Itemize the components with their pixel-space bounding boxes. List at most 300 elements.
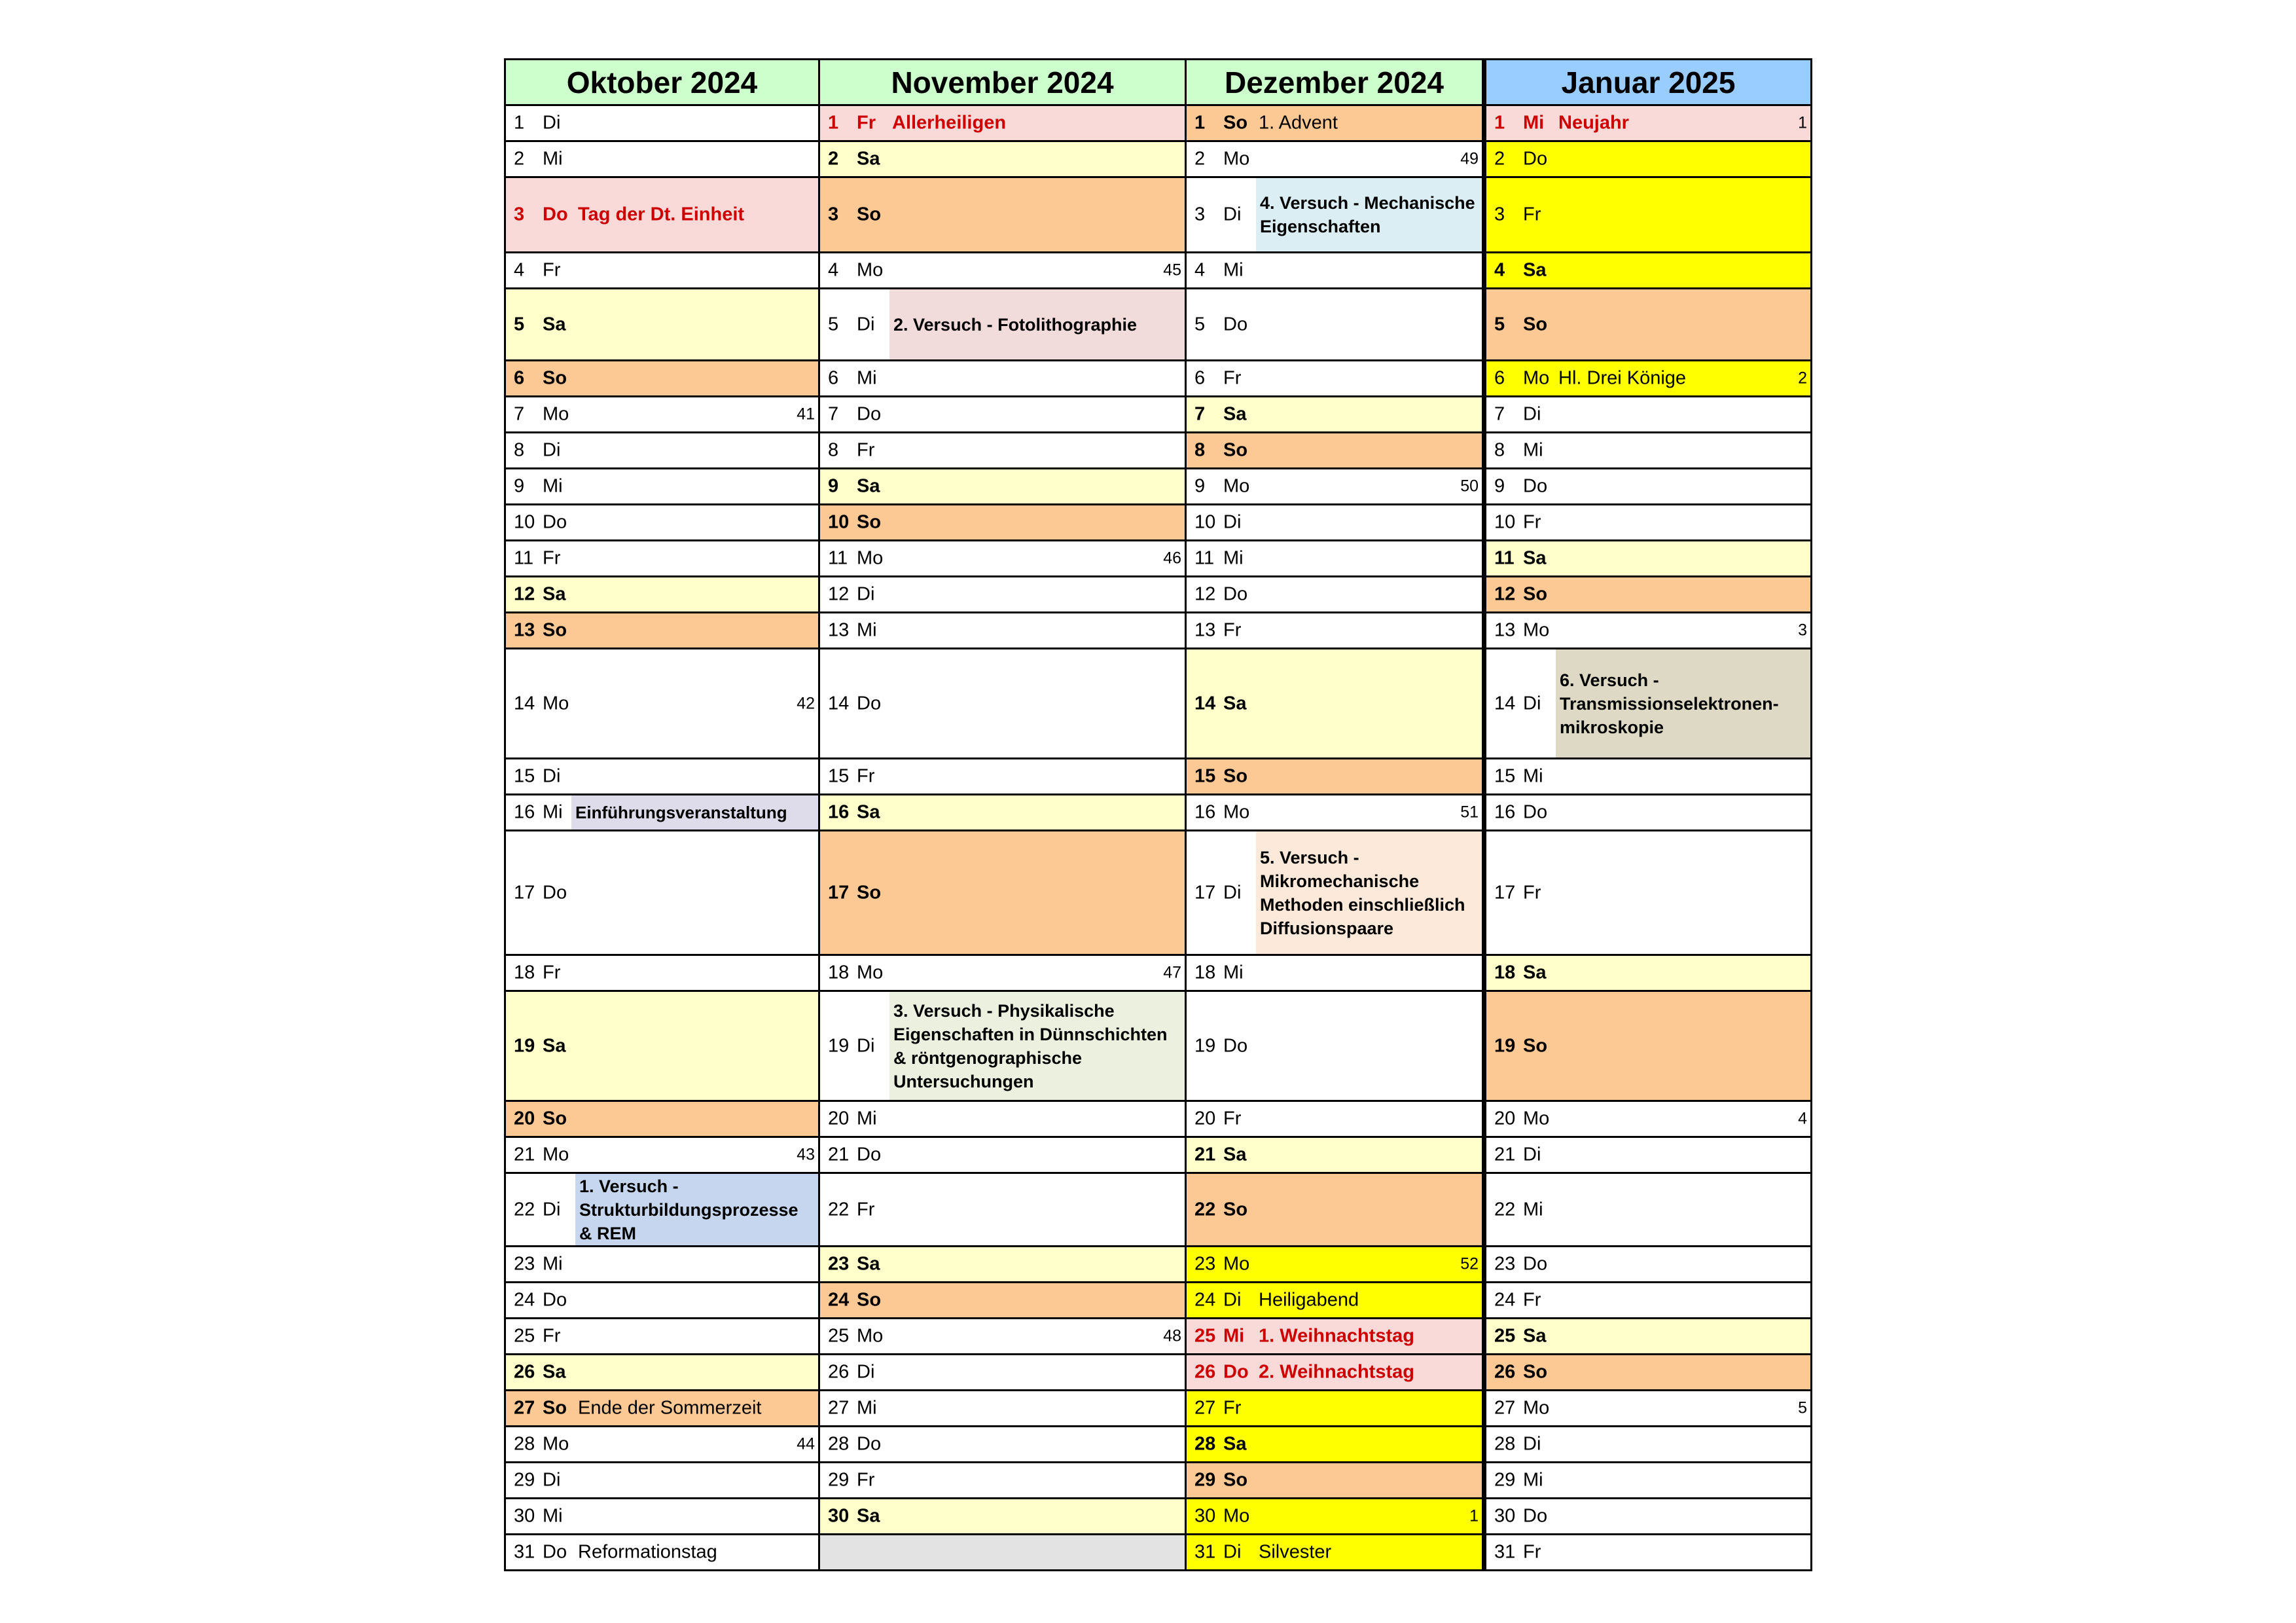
- day-number: 29: [514, 1469, 535, 1491]
- calendar-row: [505, 613, 1812, 649]
- day-cell-november: [819, 397, 1186, 433]
- calendar-row: [505, 1101, 1812, 1137]
- weekday: Di: [1223, 204, 1242, 225]
- calendar-row: [505, 397, 1812, 433]
- day-cell-januar: [1484, 397, 1812, 433]
- weekday: Mi: [543, 475, 563, 497]
- calendar-row: [505, 105, 1812, 141]
- day-number: 21: [514, 1144, 535, 1165]
- day-cell-januar: [1484, 1173, 1812, 1247]
- day-cell-dezember: [1186, 361, 1484, 397]
- weekday: Sa: [1523, 1325, 1547, 1347]
- day-number: 16: [1194, 801, 1216, 823]
- day-number: 22: [514, 1199, 535, 1220]
- day-number: 30: [1494, 1505, 1516, 1527]
- calendar-row: [505, 1247, 1812, 1283]
- day-cell-dezember: [1186, 177, 1484, 253]
- day-number: 26: [1494, 1361, 1516, 1383]
- day-number: 31: [1494, 1541, 1516, 1563]
- day-cell-november: [819, 541, 1186, 577]
- weekday: Do: [1223, 1361, 1249, 1383]
- day-number: 29: [1194, 1469, 1216, 1491]
- day-number: 1: [514, 112, 525, 134]
- day-number: 31: [1194, 1541, 1216, 1563]
- week-number: 49: [1460, 149, 1479, 168]
- day-cell-oktober: [505, 649, 819, 759]
- day-cell-november: [819, 361, 1186, 397]
- day-number: 14: [828, 693, 850, 714]
- calendar-row: [505, 361, 1812, 397]
- event-block: 6. Versuch - Transmissionselektronen- mikroskopie: [1556, 649, 1810, 757]
- day-number: 4: [828, 259, 839, 281]
- day-number: 27: [1494, 1397, 1516, 1419]
- day-number: 28: [1194, 1433, 1216, 1455]
- holiday-label: Allerheiligen: [892, 112, 1007, 134]
- event-block: 2. Versuch - Fotolithographie: [889, 289, 1185, 359]
- calendar-row: [505, 955, 1812, 991]
- day-cell-januar: [1484, 649, 1812, 759]
- weekday: Fr: [857, 112, 876, 134]
- weekday: Fr: [857, 439, 875, 461]
- weekday: Di: [543, 1199, 561, 1220]
- day-number: 15: [514, 765, 535, 787]
- weekday: Di: [1523, 403, 1541, 425]
- weekday: So: [1523, 1361, 1548, 1383]
- weekday: Fr: [1523, 882, 1541, 903]
- week-number: 47: [1163, 963, 1181, 982]
- day-number: 27: [514, 1397, 535, 1419]
- day-cell-dezember: [1186, 1463, 1484, 1499]
- day-cell-januar: [1484, 253, 1812, 289]
- day-number: 14: [514, 693, 535, 714]
- day-number: 26: [514, 1361, 535, 1383]
- day-cell-januar: [1484, 289, 1812, 361]
- day-cell-oktober: [505, 1283, 819, 1319]
- day-number: 23: [514, 1253, 535, 1275]
- weekday: So: [543, 1397, 567, 1419]
- day-number: 24: [1494, 1289, 1516, 1311]
- day-cell-oktober: [505, 1319, 819, 1355]
- day-number: 16: [514, 801, 535, 823]
- day-number: 8: [828, 439, 839, 461]
- day-cell-november: [819, 1137, 1186, 1173]
- holiday-label: Tag der Dt. Einheit: [578, 204, 745, 225]
- weekday: So: [857, 1289, 882, 1311]
- day-cell-november: [819, 759, 1186, 795]
- weekday: Mi: [1523, 439, 1543, 461]
- day-number: 18: [828, 962, 850, 983]
- calendar-row: [505, 1499, 1812, 1535]
- day-cell-november: [819, 1499, 1186, 1535]
- week-number: 42: [797, 694, 815, 712]
- day-number: 18: [514, 962, 535, 983]
- calendar-row: [505, 541, 1812, 577]
- day-number: 3: [828, 204, 839, 225]
- calendar-row: [505, 1391, 1812, 1427]
- weekday: Mi: [857, 367, 877, 389]
- day-cell-dezember: [1186, 1173, 1484, 1247]
- day-cell-oktober: [505, 1427, 819, 1463]
- day-number: 20: [1494, 1108, 1516, 1129]
- weekday: Sa: [1523, 259, 1547, 281]
- weekday: Do: [543, 1541, 567, 1563]
- day-cell-dezember: [1186, 469, 1484, 505]
- calendar-row: [505, 1535, 1812, 1571]
- day-cell-januar: [1484, 955, 1812, 991]
- day-cell-januar: [1484, 795, 1812, 831]
- weekday: Mi: [1223, 1325, 1245, 1347]
- weekday: Mi: [543, 1253, 563, 1275]
- day-cell-november: [819, 1173, 1186, 1247]
- day-cell-januar: [1484, 1355, 1812, 1391]
- calendar-row: [505, 1137, 1812, 1173]
- event-block: 1. Versuch - Strukturbildungsprozesse & REM: [575, 1174, 818, 1245]
- day-number: 10: [1194, 511, 1216, 533]
- day-cell-januar: [1484, 1535, 1812, 1571]
- day-cell-dezember: [1186, 649, 1484, 759]
- week-number: 51: [1460, 803, 1479, 822]
- weekday: Do: [857, 1433, 882, 1455]
- weekday: Mo: [1223, 1253, 1250, 1275]
- day-cell-dezember: [1186, 541, 1484, 577]
- day-number: 24: [514, 1289, 535, 1311]
- day-number: 16: [1494, 801, 1516, 823]
- day-cell-november: [819, 1427, 1186, 1463]
- weekday: Mi: [1523, 112, 1545, 134]
- day-number: 3: [1194, 204, 1206, 225]
- day-cell-oktober: [505, 1355, 819, 1391]
- weekday: Sa: [1223, 403, 1247, 425]
- day-cell-november: [819, 1391, 1186, 1427]
- weekday: Mo: [1223, 1505, 1250, 1527]
- week-number: 43: [797, 1145, 815, 1164]
- weekday: Sa: [1523, 547, 1547, 569]
- weekday: So: [1223, 1199, 1248, 1220]
- month-header-januar: Januar 2025: [1484, 60, 1812, 105]
- day-number: 19: [1194, 1035, 1216, 1056]
- day-number: 6: [514, 367, 525, 389]
- weekday: Do: [1523, 1253, 1548, 1275]
- weekday: Fr: [543, 962, 561, 983]
- weekday: Di: [543, 765, 561, 787]
- day-cell-oktober: [505, 177, 819, 253]
- day-number: 18: [1494, 962, 1516, 983]
- day-cell-oktober: [505, 361, 819, 397]
- day-number: 22: [1494, 1199, 1516, 1220]
- weekday: Do: [857, 403, 882, 425]
- week-number: 5: [1798, 1398, 1807, 1417]
- weekday: So: [1223, 765, 1248, 787]
- day-number: 2: [1494, 148, 1505, 170]
- day-cell-januar: [1484, 1137, 1812, 1173]
- day-number: 11: [1194, 547, 1215, 569]
- weekday: Do: [1223, 583, 1248, 605]
- weekday: Mo: [857, 547, 884, 569]
- day-cell-oktober: [505, 469, 819, 505]
- week-number: 52: [1460, 1254, 1479, 1273]
- day-number: 19: [1494, 1035, 1516, 1056]
- day-number: 7: [514, 403, 525, 425]
- weekday: So: [1223, 1469, 1248, 1491]
- day-number: 6: [828, 367, 839, 389]
- day-cell-november: [819, 955, 1186, 991]
- weekday: Di: [1223, 1541, 1242, 1563]
- weekday: So: [857, 511, 882, 533]
- weekday: Mo: [1223, 801, 1250, 823]
- day-number: 28: [514, 1433, 535, 1455]
- day-cell-oktober: [505, 831, 819, 955]
- day-number: 14: [1494, 693, 1516, 714]
- calendar-row: [505, 1173, 1812, 1247]
- day-cell-november: [819, 831, 1186, 955]
- day-number: 3: [1494, 204, 1505, 225]
- day-cell-januar: [1484, 505, 1812, 541]
- day-cell-dezember: [1186, 613, 1484, 649]
- weekday: Di: [857, 583, 875, 605]
- day-number: 23: [1194, 1253, 1216, 1275]
- day-number: 12: [1194, 583, 1216, 605]
- weekday: Fr: [857, 765, 875, 787]
- week-number: 44: [797, 1434, 815, 1453]
- day-cell-dezember: [1186, 1535, 1484, 1571]
- weekday: Fr: [1523, 511, 1541, 533]
- weekday: Do: [1223, 314, 1248, 335]
- day-cell-januar: [1484, 433, 1812, 469]
- day-cell-dezember: [1186, 253, 1484, 289]
- weekday: Mo: [1523, 1108, 1550, 1129]
- day-cell-oktober: [505, 1391, 819, 1427]
- weekday: Mo: [543, 1144, 569, 1165]
- day-cell-dezember: [1186, 1137, 1484, 1173]
- day-cell-januar: [1484, 105, 1812, 141]
- day-number: 13: [514, 619, 535, 641]
- weekday: Mi: [1523, 1199, 1543, 1220]
- day-number: 8: [1194, 439, 1206, 461]
- weekday: Fr: [857, 1199, 875, 1220]
- weekday: So: [543, 367, 567, 389]
- weekday: So: [1223, 439, 1248, 461]
- day-number: 2: [828, 148, 839, 170]
- day-cell-oktober: [505, 433, 819, 469]
- week-number: 45: [1163, 261, 1181, 280]
- day-cell-oktober: [505, 1463, 819, 1499]
- weekday: Mi: [857, 1108, 877, 1129]
- weekday: Fr: [543, 547, 561, 569]
- day-number: 5: [1194, 314, 1206, 335]
- day-cell-november: [819, 613, 1186, 649]
- calendar-row: [505, 991, 1812, 1101]
- day-number: 19: [828, 1035, 850, 1056]
- day-number: 13: [1494, 619, 1516, 641]
- day-number: 18: [1194, 962, 1216, 983]
- weekday: Sa: [1223, 693, 1247, 714]
- weekday: Fr: [1523, 1541, 1541, 1563]
- empty-cell: [819, 1535, 1186, 1571]
- day-number: 16: [828, 801, 850, 823]
- weekday: Fr: [857, 1469, 875, 1491]
- day-number: 22: [1194, 1199, 1216, 1220]
- day-cell-oktober: [505, 541, 819, 577]
- event-block: 4. Versuch - Mechanische Eigenschaften: [1256, 178, 1482, 251]
- day-number: 30: [1194, 1505, 1216, 1527]
- day-number: 5: [1494, 314, 1505, 335]
- weekday: Mo: [857, 1325, 884, 1347]
- day-number: 15: [1494, 765, 1516, 787]
- month-header-oktober: Oktober 2024: [505, 60, 819, 105]
- weekday: Fr: [1523, 204, 1541, 225]
- day-number: 10: [514, 511, 535, 533]
- day-number: 20: [828, 1108, 850, 1129]
- weekday: Sa: [857, 801, 880, 823]
- day-number: 21: [828, 1144, 850, 1165]
- day-number: 17: [1194, 882, 1216, 903]
- weekday: Fr: [543, 1325, 561, 1347]
- calendar-row: [505, 1427, 1812, 1463]
- weekday: So: [1223, 112, 1248, 134]
- day-number: 8: [514, 439, 525, 461]
- day-cell-november: [819, 1283, 1186, 1319]
- holiday-label: 2. Weihnachtstag: [1259, 1361, 1414, 1383]
- weekday: Di: [1523, 693, 1541, 714]
- day-number: 9: [828, 475, 839, 497]
- weekday: Di: [543, 1469, 561, 1491]
- day-number: 22: [828, 1199, 850, 1220]
- weekday: Do: [857, 693, 882, 714]
- weekday: Fr: [1523, 1289, 1541, 1311]
- calendar-row: [505, 1283, 1812, 1319]
- day-number: 4: [1194, 259, 1206, 281]
- weekday: So: [543, 619, 567, 641]
- weekday: Fr: [543, 259, 561, 281]
- day-number: 23: [828, 1253, 850, 1275]
- day-cell-dezember: [1186, 955, 1484, 991]
- day-label: Heiligabend: [1259, 1289, 1359, 1311]
- day-cell-dezember: [1186, 289, 1484, 361]
- day-cell-oktober: [505, 141, 819, 177]
- calendar-table: [504, 58, 1812, 1571]
- day-cell-dezember: [1186, 1355, 1484, 1391]
- weekday: Do: [543, 882, 567, 903]
- weekday: Fr: [1223, 1397, 1242, 1419]
- event-block: Einführungsveranstaltung: [571, 795, 818, 830]
- weekday: Mo: [543, 403, 569, 425]
- weekday: Mi: [1523, 1469, 1543, 1491]
- calendar-row: [505, 1319, 1812, 1355]
- month-header-dezember: Dezember 2024: [1186, 60, 1484, 105]
- day-number: 3: [514, 204, 525, 225]
- weekday: Do: [1523, 801, 1548, 823]
- weekday: Sa: [543, 314, 566, 335]
- day-number: 30: [514, 1505, 535, 1527]
- day-cell-november: [819, 795, 1186, 831]
- day-cell-dezember: [1186, 1319, 1484, 1355]
- weekday: So: [857, 882, 882, 903]
- day-cell-dezember: [1186, 795, 1484, 831]
- day-label: Reformationstag: [578, 1541, 717, 1563]
- calendar-row: [505, 289, 1812, 361]
- day-number: 9: [1194, 475, 1206, 497]
- day-cell-oktober: [505, 1499, 819, 1535]
- day-cell-november: [819, 577, 1186, 613]
- month-header-row: [505, 60, 1812, 105]
- day-number: 29: [1494, 1469, 1516, 1491]
- day-number: 27: [828, 1397, 850, 1419]
- day-cell-oktober: [505, 613, 819, 649]
- calendar-row: [505, 759, 1812, 795]
- day-cell-dezember: [1186, 1427, 1484, 1463]
- weekday: So: [543, 1108, 567, 1129]
- day-cell-oktober: [505, 1137, 819, 1173]
- day-number: 17: [1494, 882, 1516, 903]
- week-number: 1: [1798, 113, 1807, 132]
- calendar-row: [505, 577, 1812, 613]
- weekday: Sa: [857, 1505, 880, 1527]
- weekday: Di: [1523, 1433, 1541, 1455]
- day-number: 8: [1494, 439, 1505, 461]
- day-cell-oktober: [505, 397, 819, 433]
- day-number: 9: [514, 475, 525, 497]
- calendar-row: [505, 433, 1812, 469]
- day-cell-januar: [1484, 613, 1812, 649]
- day-cell-november: [819, 433, 1186, 469]
- day-cell-oktober: [505, 289, 819, 361]
- day-cell-november: [819, 1463, 1186, 1499]
- day-number: 31: [514, 1541, 535, 1563]
- day-cell-dezember: [1186, 505, 1484, 541]
- week-number: 1: [1469, 1506, 1479, 1525]
- day-number: 13: [1194, 619, 1216, 641]
- day-cell-oktober: [505, 795, 819, 831]
- weekday: Sa: [857, 1253, 880, 1275]
- day-cell-januar: [1484, 361, 1812, 397]
- event-block: 3. Versuch - Physikalische Eigenschaften in Dünnschichten & röntgenographische Untersuchungen: [889, 992, 1185, 1100]
- holiday-label: 1. Weihnachtstag: [1259, 1325, 1414, 1347]
- day-cell-november: [819, 177, 1186, 253]
- day-cell-dezember: [1186, 991, 1484, 1101]
- day-cell-januar: [1484, 577, 1812, 613]
- weekday: Mo: [1223, 475, 1250, 497]
- weekday: Mo: [857, 962, 884, 983]
- day-label: Silvester: [1259, 1541, 1332, 1563]
- day-number: 12: [828, 583, 850, 605]
- day-number: 4: [514, 259, 525, 281]
- day-cell-oktober: [505, 1101, 819, 1137]
- event-block: 5. Versuch - Mikromechanische Methoden einschließlich Diffusionspaare: [1256, 831, 1482, 954]
- day-cell-november: [819, 469, 1186, 505]
- week-number: 41: [797, 405, 815, 424]
- day-cell-oktober: [505, 577, 819, 613]
- calendar-row: [505, 649, 1812, 759]
- weekday: Sa: [543, 1361, 566, 1383]
- day-number: 17: [514, 882, 535, 903]
- day-number: 6: [1494, 367, 1505, 389]
- day-number: 27: [1194, 1397, 1216, 1419]
- weekday: So: [1523, 1035, 1548, 1056]
- weekday: Di: [1523, 1144, 1541, 1165]
- weekday: Mo: [1523, 619, 1550, 641]
- weekday: Sa: [857, 148, 880, 170]
- weekday: Di: [857, 1361, 875, 1383]
- day-number: 11: [514, 547, 534, 569]
- weekday: Mi: [857, 619, 877, 641]
- weekday: Mi: [1223, 962, 1244, 983]
- weekday: Sa: [1223, 1433, 1247, 1455]
- weekday: Sa: [1523, 962, 1547, 983]
- day-number: 20: [514, 1108, 535, 1129]
- day-number: 11: [1494, 547, 1515, 569]
- day-number: 20: [1194, 1108, 1216, 1129]
- day-cell-oktober: [505, 955, 819, 991]
